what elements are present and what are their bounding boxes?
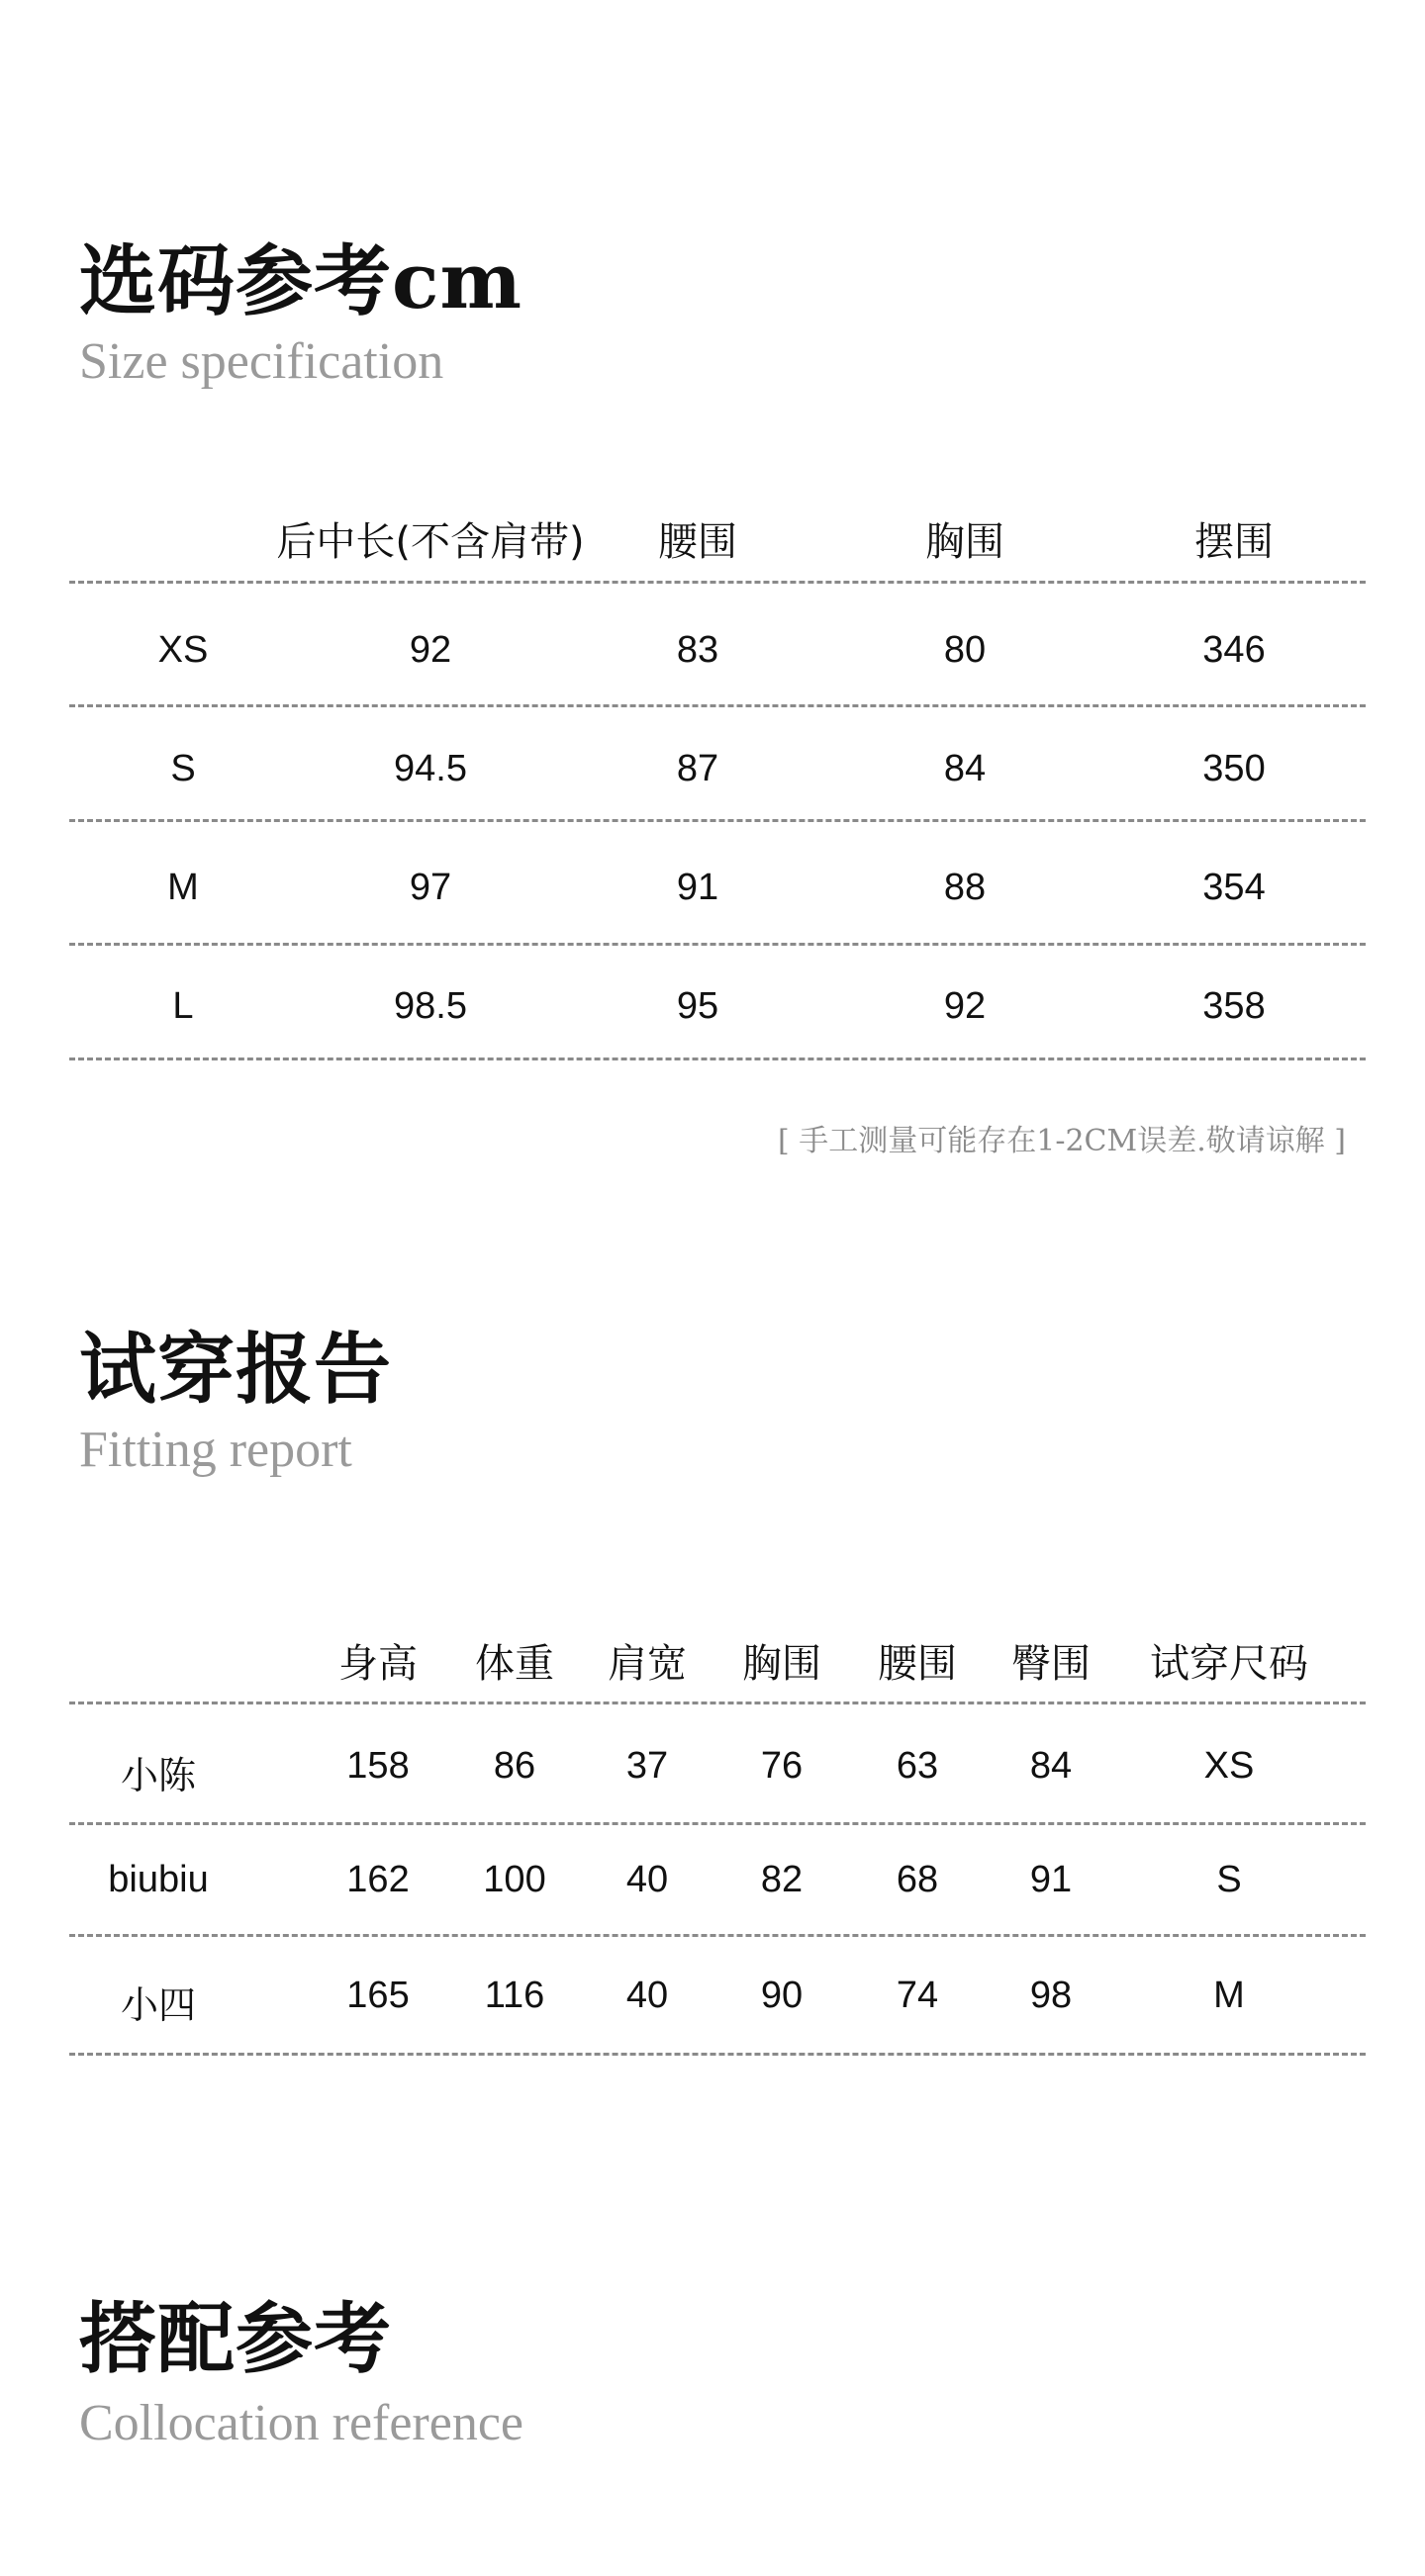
- fit-header-height: 身高: [338, 1641, 418, 1687]
- bust-value: 80: [943, 629, 987, 671]
- length-value: 94.5: [394, 748, 467, 789]
- size-section-title: 选码参考cm: [79, 236, 523, 326]
- fit-header-size: 试穿尺码: [1150, 1641, 1308, 1687]
- divider: [69, 581, 1366, 584]
- waist-value: 83: [676, 629, 719, 671]
- size-label: M: [167, 867, 199, 908]
- waist-value: 91: [676, 867, 719, 908]
- waist-value: 87: [676, 748, 719, 789]
- bust-value: 90: [760, 1975, 804, 2016]
- fit-header-waist: 腰围: [878, 1641, 957, 1687]
- waist-value: 68: [896, 1859, 939, 1900]
- length-value: 92: [409, 629, 452, 671]
- shoulder-value: 40: [625, 1859, 669, 1900]
- shoulder-value: 37: [625, 1745, 669, 1787]
- fit-header-weight: 体重: [475, 1641, 554, 1687]
- height-value: 165: [346, 1975, 410, 2016]
- size-label: S: [170, 748, 196, 789]
- hem-value: 354: [1202, 867, 1266, 908]
- length-value: 98.5: [394, 985, 467, 1027]
- person-name: biubiu: [108, 1859, 209, 1900]
- person-name: 小陈: [120, 1756, 197, 1797]
- divider: [69, 1702, 1366, 1704]
- bust-value: 88: [943, 867, 987, 908]
- bust-value: 82: [760, 1859, 804, 1900]
- fit-header-bust: 胸围: [742, 1641, 821, 1687]
- length-value: 97: [409, 867, 452, 908]
- size-header-waist: 腰围: [658, 519, 737, 565]
- hip-value: 98: [1029, 1975, 1073, 2016]
- bust-value: 76: [760, 1745, 804, 1787]
- divider: [69, 1058, 1366, 1060]
- weight-value: 116: [484, 1975, 545, 2016]
- hem-value: 350: [1202, 748, 1266, 789]
- size-value: XS: [1203, 1745, 1255, 1787]
- weight-value: 86: [493, 1745, 536, 1787]
- waist-value: 74: [896, 1975, 939, 2016]
- hem-value: 358: [1202, 985, 1266, 1027]
- fit-header-hip: 臀围: [1011, 1641, 1091, 1687]
- height-value: 162: [346, 1859, 410, 1900]
- waist-value: 63: [896, 1745, 939, 1787]
- size-value: M: [1213, 1975, 1245, 2016]
- shoulder-value: 40: [625, 1975, 669, 2016]
- person-name: 小四: [120, 1985, 197, 2027]
- divider: [69, 1822, 1366, 1825]
- hem-value: 346: [1202, 629, 1266, 671]
- size-label: XS: [157, 629, 209, 671]
- hip-value: 91: [1029, 1859, 1073, 1900]
- divider: [69, 819, 1366, 822]
- size-section-subtitle: Size specification: [79, 333, 444, 390]
- bust-value: 84: [943, 748, 987, 789]
- hip-value: 84: [1029, 1745, 1073, 1787]
- fitting-section-subtitle: Fitting report: [79, 1422, 352, 1478]
- size-header-bust: 胸围: [925, 519, 1004, 565]
- bust-value: 92: [943, 985, 987, 1027]
- measurement-note: [ 手工测量可能存在1-2CM误差.敬请谅解 ]: [778, 1124, 1346, 1158]
- weight-value: 100: [483, 1859, 546, 1900]
- collocation-section-title: 搭配参考: [79, 2294, 393, 2384]
- fit-header-shoulder: 肩宽: [608, 1641, 687, 1687]
- size-value: S: [1216, 1859, 1242, 1900]
- height-value: 158: [346, 1745, 410, 1787]
- divider: [69, 943, 1366, 946]
- size-header-length: 后中长(不含肩带): [276, 519, 585, 565]
- fitting-section-title: 试穿报告: [79, 1325, 393, 1415]
- size-header-hem: 摆围: [1194, 519, 1274, 565]
- size-label: L: [172, 985, 194, 1027]
- divider: [69, 2053, 1366, 2056]
- divider: [69, 704, 1366, 707]
- collocation-section-subtitle: Collocation reference: [79, 2395, 523, 2451]
- waist-value: 95: [676, 985, 719, 1027]
- divider: [69, 1934, 1366, 1937]
